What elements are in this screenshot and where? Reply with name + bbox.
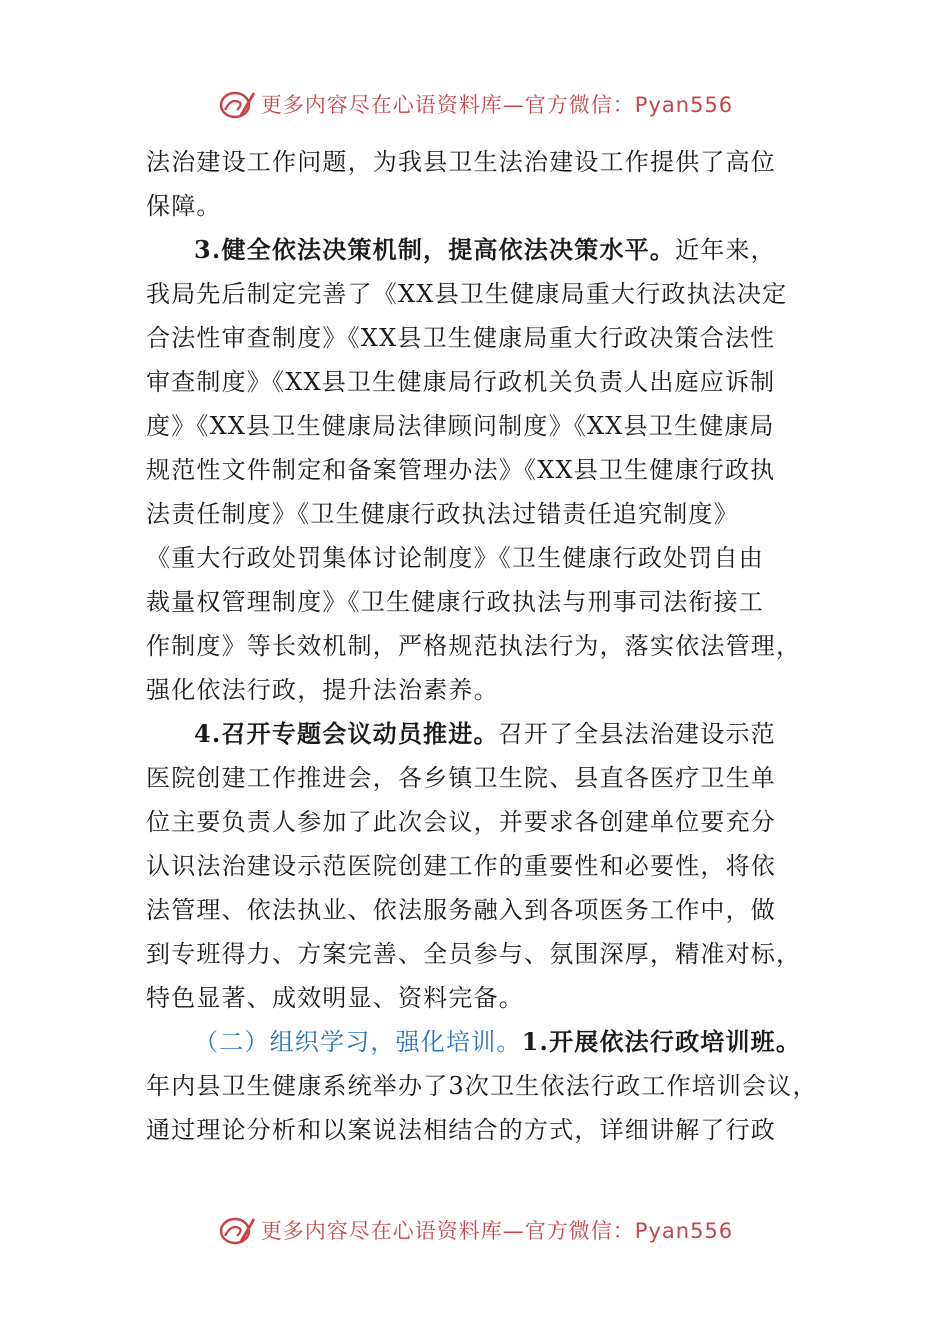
watermark-text: 更多内容尽在心语资料库—官方微信：Pyan556 bbox=[260, 1219, 734, 1243]
pen-logo-icon bbox=[217, 1212, 257, 1248]
text-run: 召开了全县法治建设示范 bbox=[498, 720, 776, 748]
paragraph-3 bbox=[146, 712, 806, 1020]
text-line bbox=[146, 228, 806, 272]
text-line: 法责任制度》《卫生健康行政执法过错责任追究制度》 bbox=[146, 500, 739, 528]
text-line: 医院创建工作推进会，各乡镇卫生院、县直各医疗卫生单 bbox=[146, 764, 776, 792]
item-heading: 3.健全依法决策机制，提高依法决策水平。 bbox=[194, 235, 676, 264]
document-body bbox=[146, 140, 818, 1152]
item-heading: 1.开展依法行政培训班。 bbox=[521, 1027, 802, 1056]
text-line: 作制度》等长效机制，严格规范执法行为，落实依法管理， bbox=[146, 632, 802, 660]
text-line: 合法性审查制度》《XX县卫生健康局重大行政决策合法性 bbox=[146, 324, 776, 352]
text-line bbox=[146, 712, 806, 756]
text-line: 审查制度》《XX县卫生健康局行政机关负责人出庭应诉制 bbox=[146, 368, 776, 396]
text-line: 认识法治建设示范医院创建工作的重要性和必要性，将依 bbox=[146, 852, 776, 880]
paragraph-1 bbox=[146, 140, 806, 228]
text-run: 近年来， bbox=[675, 236, 776, 264]
text-line: 年内县卫生健康系统举办了3次卫生依法行政工作培训会议， bbox=[146, 1072, 818, 1100]
footer-watermark bbox=[0, 1210, 950, 1250]
text-line: 到专班得力、方案完善、全员参与、氛围深厚，精准对标， bbox=[146, 940, 802, 968]
text-line: 《重大行政处罚集体讨论制度》《卫生健康行政处罚自由 bbox=[146, 544, 764, 572]
text-line: 度》《XX县卫生健康局法律顾问制度》《XX县卫生健康局 bbox=[146, 412, 775, 440]
header-watermark bbox=[0, 84, 950, 124]
text-line: 通过理论分析和以案说法相结合的方式，详细讲解了行政 bbox=[146, 1116, 776, 1144]
section-subheading: （二）组织学习，强化培训。 bbox=[194, 1028, 522, 1056]
text-line: 法治建设工作问题，为我县卫生法治建设工作提供了高位 bbox=[146, 148, 776, 176]
text-line: 特色显著、成效明显、资料完备。 bbox=[146, 984, 524, 1012]
text-line: 规范性文件制定和备案管理办法》《XX县卫生健康行政执 bbox=[146, 456, 776, 484]
paragraph-2 bbox=[146, 228, 806, 712]
pen-logo-icon bbox=[217, 86, 257, 122]
text-line: 法管理、依法执业、依法服务融入到各项医务工作中，做 bbox=[146, 896, 776, 924]
text-line: 我局先后制定完善了《XX县卫生健康局重大行政执法决定 bbox=[146, 280, 788, 308]
text-line bbox=[146, 1020, 806, 1064]
text-line: 裁量权管理制度》《卫生健康行政执法与刑事司法衔接工 bbox=[146, 588, 764, 616]
text-line: 位主要负责人参加了此次会议，并要求各创建单位要充分 bbox=[146, 808, 776, 836]
paragraph-4 bbox=[146, 1020, 818, 1152]
item-heading: 4.召开专题会议动员推进。 bbox=[194, 719, 499, 748]
text-line: 强化依法行政，提升法治素养。 bbox=[146, 676, 499, 704]
text-line: 保障。 bbox=[146, 192, 222, 220]
watermark-text: 更多内容尽在心语资料库—官方微信：Pyan556 bbox=[260, 93, 734, 117]
